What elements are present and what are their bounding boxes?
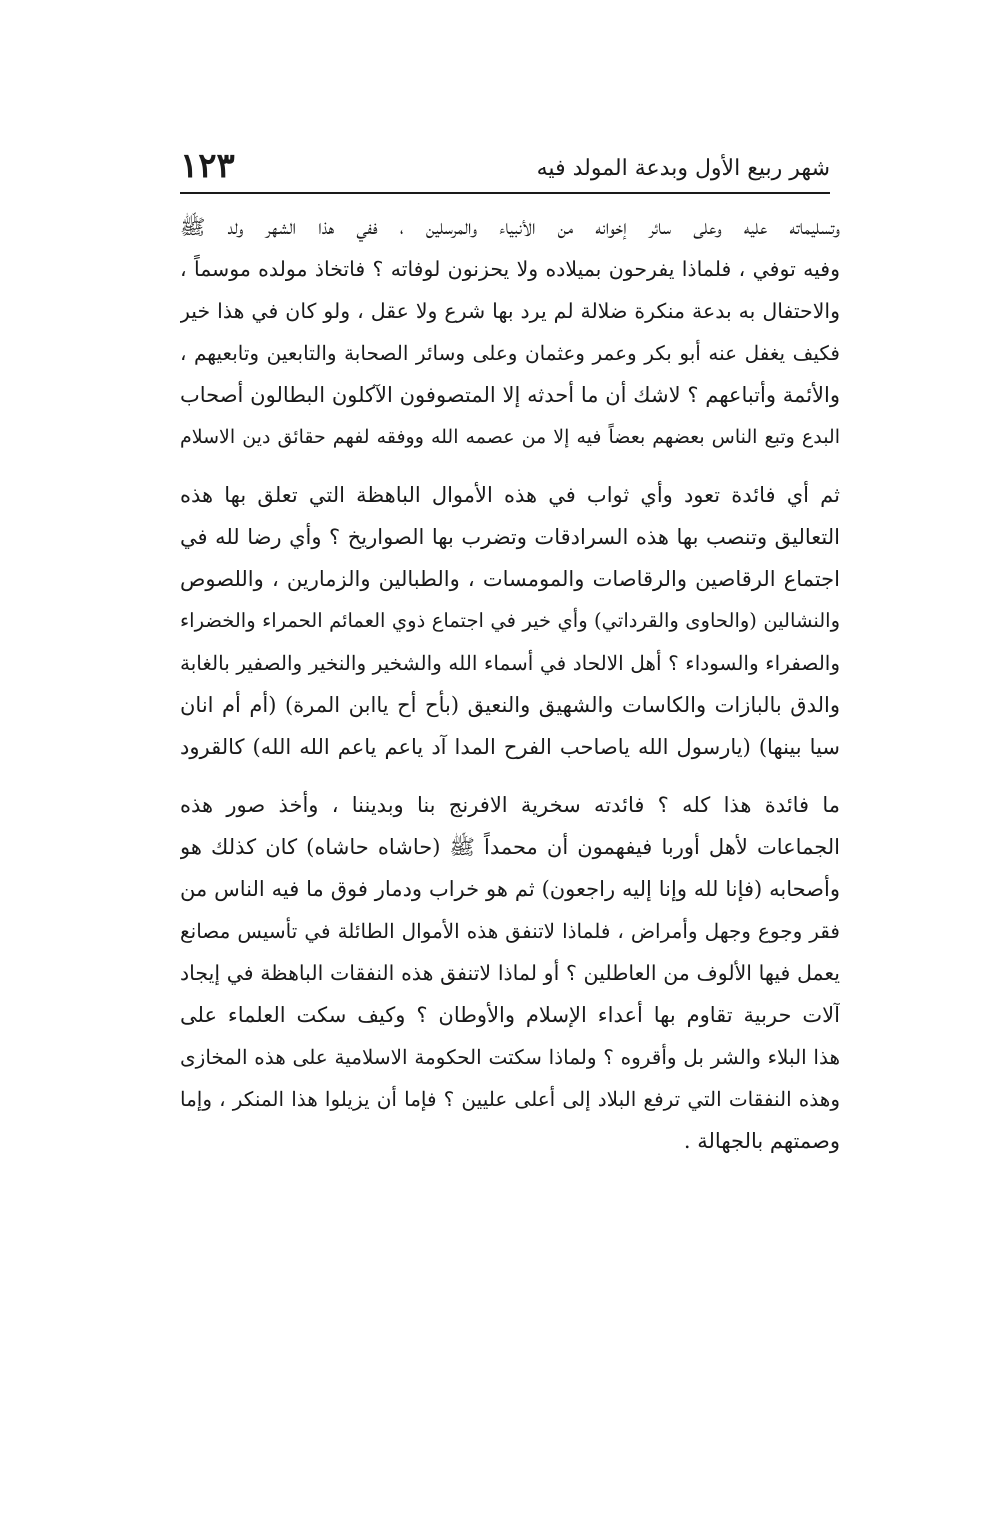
text-line: والأئمة وأتباعهم ؟ لاشك أن ما أحدثه إلا المتصوفون الآكلون البطالون أصحاب <box>180 383 840 407</box>
text-line: والدق بالبازات والكاسات والشهيق والنعيق (بأح أح ياابن المرة) (أم أم انان <box>180 693 840 717</box>
text-line: البدع وتبع الناس بعضهم بعضاً فيه إلا من عصمه الله ووفقه لفهم حقائق دين الاسلام <box>180 426 840 448</box>
text-line: وفيه توفي ، فلماذا يفرحون بميلاده ولا يحزنون لوفاته ؟ فاتخاذ مولده موسماً ، <box>180 257 840 281</box>
text-line: اجتماع الرقاصين والرقاصات والمومسات ، والطبالين والزمارين ، واللصوص <box>180 567 840 591</box>
paragraph-1 <box>180 206 840 458</box>
running-title: شهر ربيع الأول وبدعة المولد فيه <box>536 156 830 181</box>
paragraph-gap <box>180 768 840 784</box>
paragraph-gap <box>180 458 840 474</box>
text-line: وتسليماته عليه وعلى سائر إخوانه من الأنبياء والمرسلين ، ففي هذا الشهر ولد ﷺ <box>180 215 840 239</box>
text-line: وأصحابه (فإنا لله وإنا إليه راجعون) ثم هو خراب ودمار فوق ما فيه الناس من <box>180 877 840 901</box>
text-line: ما فائدة هذا كله ؟ فائدته سخرية الافرنج بنا وبديننا ، وأخذ صور هذه <box>180 793 840 817</box>
text-line: والنشالين (والحاوى والقرداتي) وأي خير في اجتماع ذوي العمائم الحمراء والخضراء <box>180 609 840 632</box>
paragraph-3 <box>180 784 840 1162</box>
text-line: فقر وجوع وجهل وأمراض ، فلماذا لاتنفق هذه الأموال الطائلة في تأسيس مصانع <box>180 919 840 943</box>
text-line: والصفراء والسوداء ؟ أهل الالحاد في أسماء الله والشخير والنخير والصفير بالغابة <box>180 651 840 675</box>
body-text <box>180 206 840 1162</box>
text-line: يعمل فيها الألوف من العاطلين ؟ أو لماذا لاتنفق هذه النفقات الباهظة في إيجاد <box>180 961 840 985</box>
header-rule <box>180 192 830 194</box>
text-line: والاحتفال به بدعة منكرة ضلالة لم يرد بها شرع ولا عقل ، ولو كان في هذا خير <box>180 299 840 323</box>
text-line: الجماعات لأهل أوربا فيفهمون أن محمداً ﷺ (حاشاه حاشاه) كان كذلك هو <box>180 835 840 859</box>
text-line: هذا البلاء والشر بل وأقروه ؟ ولماذا سكتت الحكومة الاسلامية على هذه المخازى <box>180 1045 840 1069</box>
paragraph-2 <box>180 474 840 768</box>
text-line: وهذه النفقات التي ترفع البلاد إلى أعلى عليين ؟ فإما أن يزيلوا هذا المنكر ، وإما <box>180 1087 840 1111</box>
text-line: ثم أي فائدة تعود وأي ثواب في هذه الأموال الباهظة التي تعلق بها هذه <box>180 483 840 507</box>
page-header <box>180 146 830 190</box>
text-line: فكيف يغفل عنه أبو بكر وعمر وعثمان وعلى وسائر الصحابة والتابعين وتابعيهم ، <box>180 341 840 365</box>
text-line: وصمتهم بالجهالة . <box>683 1129 840 1153</box>
text-line: آلات حربية تقاوم بها أعداء الإسلام والأوطان ؟ وكيف سكت العلماء على <box>180 1003 840 1027</box>
text-line: سيا بينها) (يارسول الله ياصاحب الفرح المدا آد ياعم ياعم الله الله) كالقرود <box>180 735 840 759</box>
text-line: التعاليق وتنصب بها هذه السرادقات وتضرب بها الصواريخ ؟ وأي رضا لله في <box>180 525 840 549</box>
page-number: ١٢٣ <box>180 146 235 186</box>
